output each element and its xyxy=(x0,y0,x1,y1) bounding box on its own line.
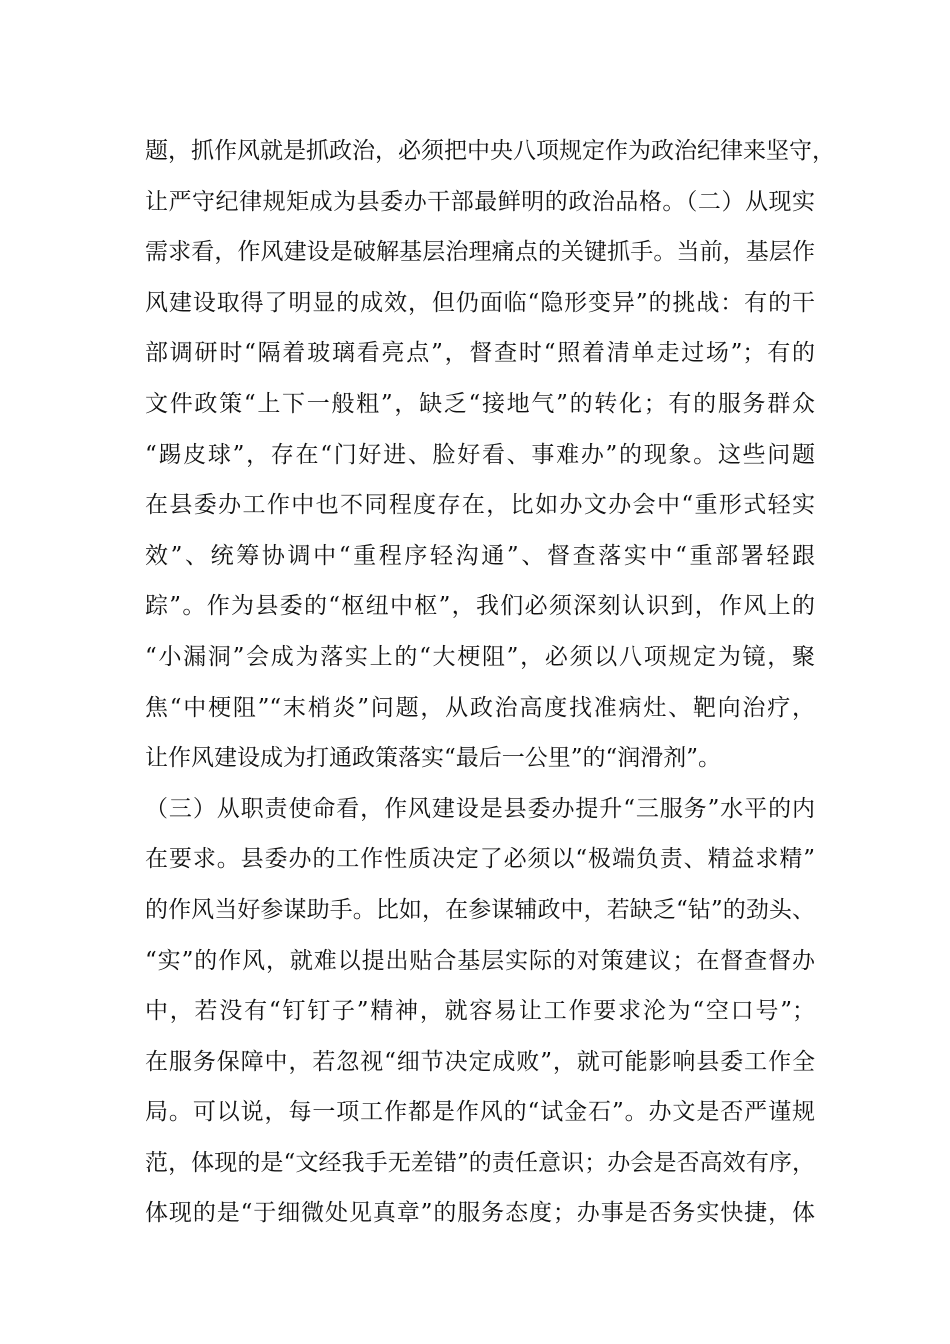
body-text xyxy=(145,126,835,1239)
text-line: 文件政策“上下一般粗”，缺乏“接地气”的转化；有的服务群众 xyxy=(145,390,815,417)
text-line: 部调研时“隔着玻璃看亮点”，督查时“照着清单走过场”；有的 xyxy=(145,340,815,367)
text-line: 中，若没有“钉钉子”精神，就容易让工作要求沦为“空口号”； xyxy=(145,998,815,1025)
text-line: 效”、统筹协调中“重程序轻沟通”、督查落实中“重部署轻跟 xyxy=(145,542,815,569)
text-line: 让作风建设成为打通政策落实“最后一公里”的“润滑剂”。 xyxy=(145,745,722,772)
text-line: 在要求。县委办的工作性质决定了必须以“极端负责、精益求精” xyxy=(145,846,815,873)
text-line: “踢皮球”，存在“门好进、脸好看、事难办”的现象。这些问题 xyxy=(145,441,815,468)
text-line: 题，抓作风就是抓政治，必须把中央八项规定作为政治纪律来坚守， xyxy=(145,138,835,164)
text-line: 踪”。作为县委的“枢纽中枢”，我们必须深刻认识到，作风上的 xyxy=(145,593,815,620)
text-line: 局。可以说，每一项工作都是作风的“试金石”。办文是否严谨规 xyxy=(145,1099,815,1126)
text-line: 让严守纪律规矩成为县委办干部最鲜明的政治品格。（二）从现实 xyxy=(145,188,815,215)
text-line: 的作风当好参谋助手。比如，在参谋辅政中，若缺乏“钻”的劲头、 xyxy=(145,896,815,923)
text-line: （三）从职责使命看，作风建设是县委办提升“三服务”水平的内 xyxy=(145,795,815,822)
text-line: “实”的作风，就难以提出贴合基层实际的对策建议；在督查督办 xyxy=(145,947,815,974)
text-line: 焦“中梗阻”“末梢炎”问题，从政治高度找准病灶、靶向治疗， xyxy=(145,694,815,721)
text-line: 在服务保障中，若忽视“细节决定成败”，就可能影响县委工作全 xyxy=(145,1048,815,1075)
text-line: 体现的是“于细微处见真章”的服务态度；办事是否务实快捷，体 xyxy=(145,1200,815,1227)
text-line: 范，体现的是“文经我手无差错”的责任意识；办会是否高效有序， xyxy=(145,1149,815,1176)
text-line: 风建设取得了明显的成效，但仍面临“隐形变异”的挑战：有的干 xyxy=(145,289,815,316)
text-line: “小漏洞”会成为落实上的“大梗阻”，必须以八项规定为镜，聚 xyxy=(145,643,815,670)
text-line: 需求看，作风建设是破解基层治理痛点的关键抓手。当前，基层作 xyxy=(145,239,815,266)
text-line: 在县委办工作中也不同程度存在，比如办文办会中“重形式轻实 xyxy=(145,492,815,519)
